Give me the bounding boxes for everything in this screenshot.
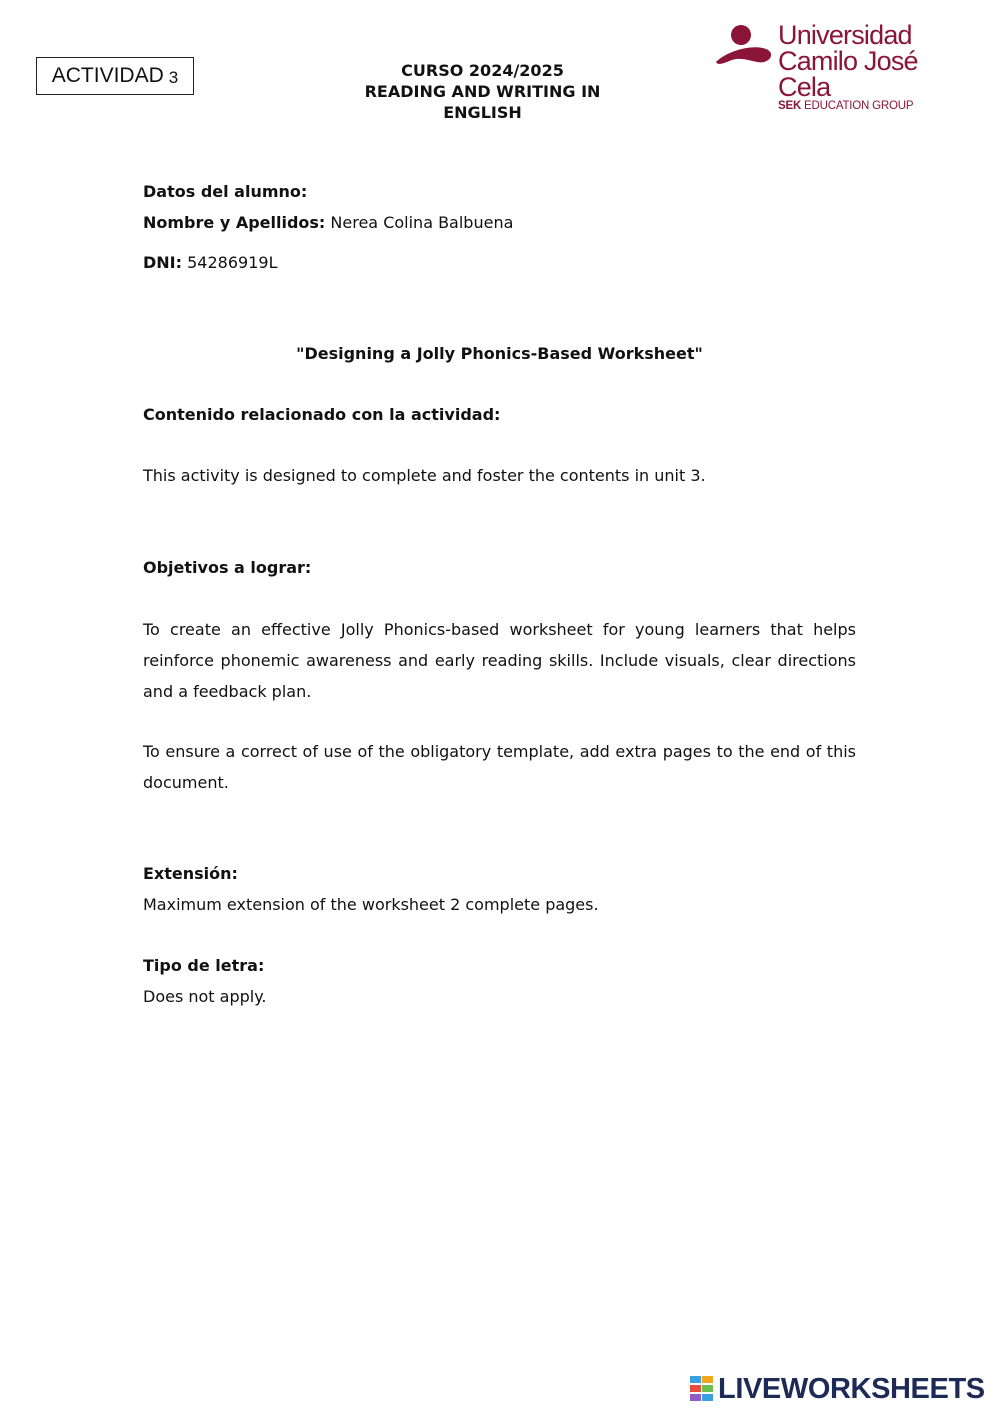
logo-university-name: Camilo José Cela xyxy=(778,46,918,102)
activity-number: 3 xyxy=(168,67,179,87)
dni-value: 54286919L xyxy=(187,253,278,272)
logo-group-bold: SEK xyxy=(778,100,802,112)
logo-group xyxy=(778,100,964,113)
student-section-label: Datos del alumno: xyxy=(143,182,308,201)
subject-line-1: READING AND WRITING IN xyxy=(364,82,601,101)
content-heading: Contenido relacionado con la actividad: xyxy=(143,405,501,424)
logo-university-word: Universidad xyxy=(778,20,912,50)
content-section xyxy=(143,399,856,430)
font-type-text: Does not apply. xyxy=(143,987,267,1006)
activity-label: ACTIVIDAD xyxy=(51,64,164,87)
content-text: This activity is designed to complete and foster the contents in unit 3. xyxy=(143,466,706,485)
activity-title: "Designing a Jolly Phonics-Based Worksheet" xyxy=(296,344,703,363)
course-year: CURSO 2024/2025 xyxy=(401,61,564,80)
liveworksheets-text: LIVEWORKSHEETS xyxy=(718,1372,985,1405)
objectives-paragraph-1-block xyxy=(143,614,856,707)
extension-section xyxy=(143,858,856,920)
liveworksheets-icon xyxy=(690,1376,714,1402)
course-header xyxy=(330,60,635,123)
activity-title-block xyxy=(143,338,856,369)
student-name-line xyxy=(143,207,856,238)
font-type-section xyxy=(143,950,856,1012)
name-label: Nombre y Apellidos: xyxy=(143,213,326,232)
university-logo xyxy=(714,20,964,112)
font-type-heading: Tipo de letra: xyxy=(143,956,265,975)
university-logo-icon xyxy=(714,22,778,70)
name-value: Nerea Colina Balbuena xyxy=(330,213,514,232)
logo-group-rest: EDUCATION GROUP xyxy=(804,100,914,112)
subject-line-2: ENGLISH xyxy=(443,103,522,122)
content-text-block xyxy=(143,460,856,491)
activity-label-box xyxy=(36,57,194,95)
objectives-paragraph-2: To ensure a correct of use of the obligatory template, add extra pages to the end of this document. xyxy=(143,742,856,792)
extension-text: Maximum extension of the worksheet 2 complete pages. xyxy=(143,895,599,914)
extension-heading: Extensión: xyxy=(143,864,238,883)
objectives-paragraph-2-block xyxy=(143,736,856,798)
liveworksheets-watermark xyxy=(690,1373,990,1405)
dni-line xyxy=(143,247,856,278)
objectives-paragraph-1: To create an effective Jolly Phonics-based worksheet for young learners that helps reinforce phonemic awareness and early reading skills. Include visuals, clear directions and a feedback plan. xyxy=(143,620,856,701)
objectives-heading: Objetivos a lograr: xyxy=(143,558,312,577)
objectives-section xyxy=(143,552,856,583)
dni-label: DNI: xyxy=(143,253,183,272)
student-data xyxy=(143,176,856,238)
